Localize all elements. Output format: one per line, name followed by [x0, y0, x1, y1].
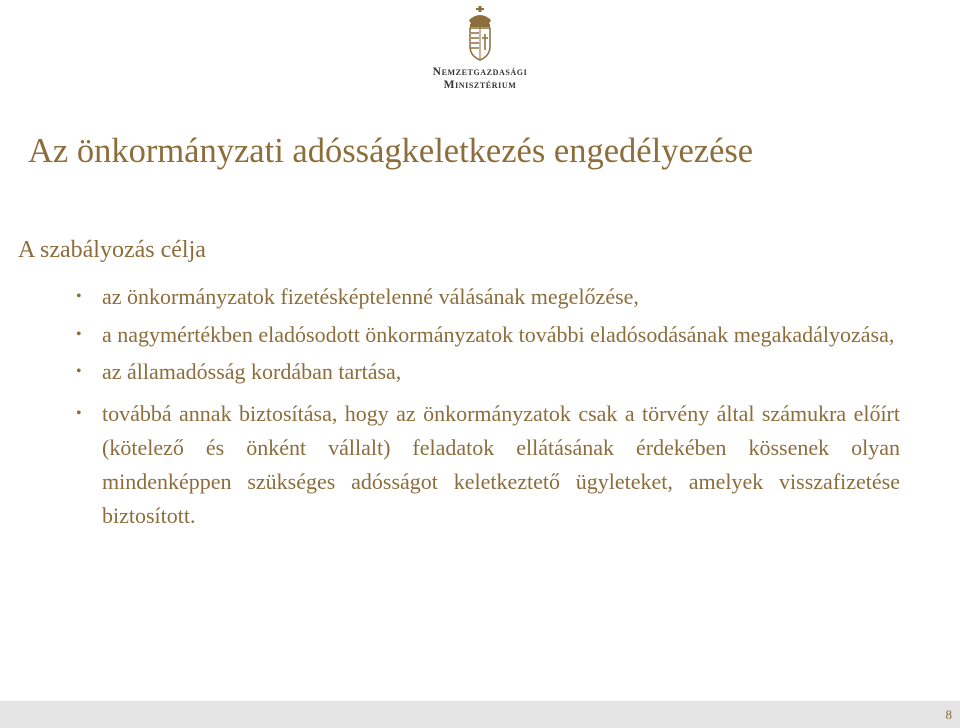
bullet-icon: • — [76, 288, 82, 305]
bullet-icon: • — [76, 326, 82, 343]
section-subtitle: A szabályozás célja — [18, 237, 206, 263]
page-number: 8 — [945, 707, 952, 722]
ministry-name-line1: Nemzetgazdasági — [432, 66, 528, 78]
bullet-item — [76, 318, 900, 352]
bullet-text: az önkormányzatok fizetésképtelenné válásának megelőzése, — [102, 284, 639, 309]
coat-of-arms-icon — [465, 6, 495, 62]
ministry-name-line2: Minisztérium — [443, 79, 517, 91]
ministry-name — [425, 66, 535, 92]
bullet-icon: • — [76, 363, 82, 380]
ministry-logo — [425, 6, 535, 106]
bullet-text: az államadósság kordában tartása, — [102, 359, 402, 384]
footer-bar — [0, 701, 960, 728]
bullet-item — [76, 397, 900, 533]
bullet-icon: • — [76, 405, 82, 422]
bullet-item — [76, 355, 900, 389]
bullet-text: továbbá annak biztosítása, hogy az önkormányzatok csak a törvény által számukra előírt (kötelező és önként vállalt) feladatok ellátásának érdekében kössenek olyan mindenképpen szükséges adósságot keletkeztető ügyleteket, amelyek visszafizetése biztosított. — [102, 401, 900, 528]
bullet-item — [76, 280, 900, 314]
bullet-text: a nagymértékben eladósodott önkormányzatok további eladósodásának megakadályozása, — [102, 322, 895, 347]
bullet-list — [76, 280, 900, 533]
slide-title: Az önkormányzati adósságkeletkezés engedélyezése — [28, 132, 754, 170]
